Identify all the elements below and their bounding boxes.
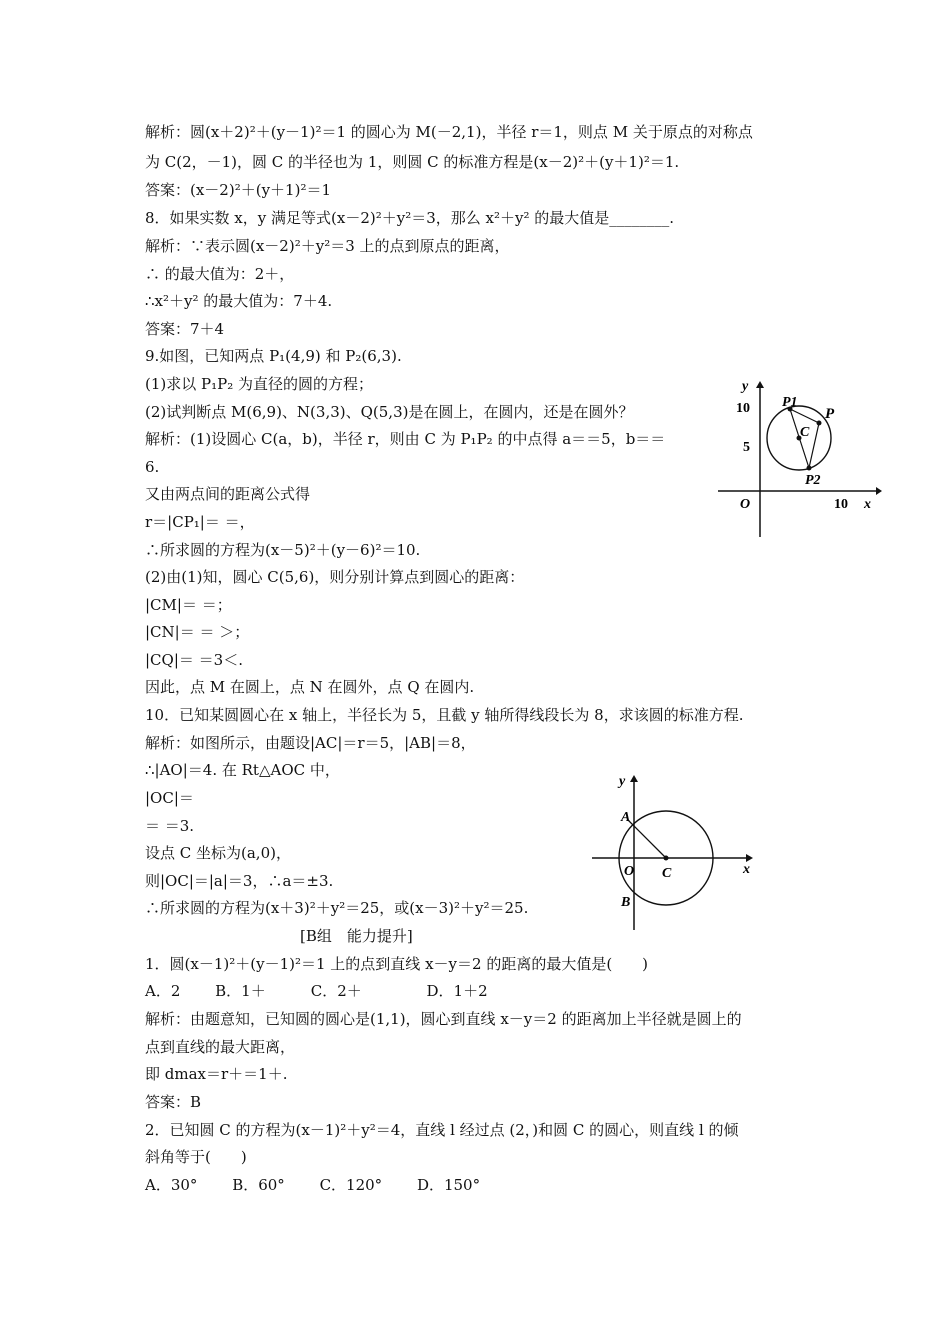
text-line: (2)由(1)知，圆心 C(5,6)，则分别计算点到圆心的距离： — [145, 568, 525, 586]
text-line: 答案：B — [145, 1093, 202, 1111]
text-line: ∴|AO|＝4. 在 Rt△AOC 中， — [145, 761, 340, 779]
text-line: (1)求以 P₁P₂ 为直径的圆的方程； — [145, 375, 373, 393]
label-p2: P2 — [805, 473, 821, 488]
text-line: 2．已知圆 C 的方程为(x－1)²＋y²＝4，直线 l 经过点 (2，)和圆 C 的圆心，则直线 l 的倾 — [145, 1121, 739, 1139]
figure-circle-p1p2 — [712, 372, 882, 542]
text-line: |CQ|＝ ＝3＜. — [145, 651, 243, 669]
text-line: 即 dmax＝r＋＝1＋. — [145, 1065, 288, 1083]
tick-x-10: 10 — [834, 497, 848, 512]
text-line: (2)试判断点 M(6,9)、N(3,3)、Q(5,3)是在圆上，在圆内，还是在圆外？ — [145, 403, 634, 421]
text-line: 10．已知某圆圆心在 x 轴上，半径长为 5，且截 y 轴所得线段长为 8，求该圆的标准方程. — [145, 706, 744, 724]
text-line: 9.如图，已知两点 P₁(4,9) 和 P₂(6,3). — [145, 347, 402, 365]
label-a: A — [621, 810, 631, 825]
text-line: 解析：(1)设圆心 C(a，b)，半径 r，则由 C 为 P₁P₂ 的中点得 a＝＝5，b＝＝ — [145, 430, 666, 448]
section-heading: [B组 能力提升] — [300, 927, 413, 945]
label-b: B — [621, 895, 631, 910]
text-line: 又由两点间的距离公式得 — [145, 485, 311, 503]
text-line: |CN|＝ ＝ ＞； — [145, 623, 250, 641]
text-line: ∴所求圆的方程为(x＋3)²＋y²＝25，或(x－3)²＋y²＝25. — [145, 899, 529, 917]
text-line: 解析：由题意知，已知圆的圆心是(1,1)，圆心到直线 x－y＝2 的距离加上半径就是圆上的 — [145, 1010, 742, 1028]
text-line: 1．圆(x－1)²＋(y－1)²＝1 上的点到直线 x－y＝2 的距离的最大值是( ) — [145, 955, 649, 973]
text-line: A．30° B．60° C．120° D．150° — [145, 1176, 481, 1194]
text-line: 6. — [145, 458, 160, 476]
text-line: ＝ ＝3. — [145, 817, 195, 835]
y-axis-label: y — [619, 774, 626, 789]
text-line: 解析：∵表示圆(x－2)²＋y²＝3 上的点到原点的距离， — [145, 237, 510, 255]
x-axis-label: x — [743, 862, 750, 877]
tick-y-10: 10 — [736, 401, 750, 416]
origin-label: O — [624, 864, 635, 879]
label-p1: P1 — [782, 395, 798, 410]
tick-y-5: 5 — [743, 440, 750, 455]
text-line: 则|OC|＝|a|＝3，∴a＝±3. — [145, 872, 334, 890]
text-line: 答案：(x－2)²＋(y＋1)²＝1 — [145, 181, 331, 199]
text-line: 因此，点 M 在圆上，点 N 在圆外，点 Q 在圆内. — [145, 678, 475, 696]
text-line: ∴所求圆的方程为(x－5)²＋(y－6)²＝10. — [145, 541, 421, 559]
text-line: 8．如果实数 x，y 满足等式(x－2)²＋y²＝3，那么 x²＋y² 的最大值是________. — [145, 209, 675, 227]
text-line: 解析：如图所示，由题设|AC|＝r＝5，|AB|＝8， — [145, 734, 476, 752]
text-line: 设点 C 坐标为(a,0)， — [145, 844, 291, 862]
label-c: C — [800, 425, 810, 440]
text-line: 解析：圆(x＋2)²＋(y－1)²＝1 的圆心为 M(－2,1)，半径 r＝1，则点 M 关于原点的对称点 — [145, 123, 753, 141]
label-p: P — [825, 406, 835, 422]
text-line: A．2 B．1＋ C．2＋ D．1＋2 — [145, 982, 488, 1000]
text-line: ∴x²＋y² 的最大值为：7＋4. — [145, 292, 333, 310]
text-line: |CM|＝ ＝； — [145, 596, 232, 614]
text-line: 点到直线的最大距离， — [145, 1038, 296, 1056]
figure-circle-abc — [588, 770, 760, 936]
y-axis-label: y — [742, 379, 749, 394]
text-line: |OC|＝ — [145, 789, 194, 807]
text-line: 为 C(2，－1)，圆 C 的半径也为 1，则圆 C 的标准方程是(x－2)²＋(y＋1)²＝1. — [145, 153, 680, 171]
label-c: C — [662, 866, 672, 881]
x-axis-label: x — [864, 497, 871, 512]
text-line: r＝|CP₁|＝ ＝， — [145, 513, 255, 531]
origin-label: O — [740, 497, 751, 512]
text-line: 答案：7＋4 — [145, 320, 225, 338]
text-line: ∴ 的最大值为：2＋， — [145, 265, 295, 283]
text-line: 斜角等于( ) — [145, 1148, 247, 1166]
